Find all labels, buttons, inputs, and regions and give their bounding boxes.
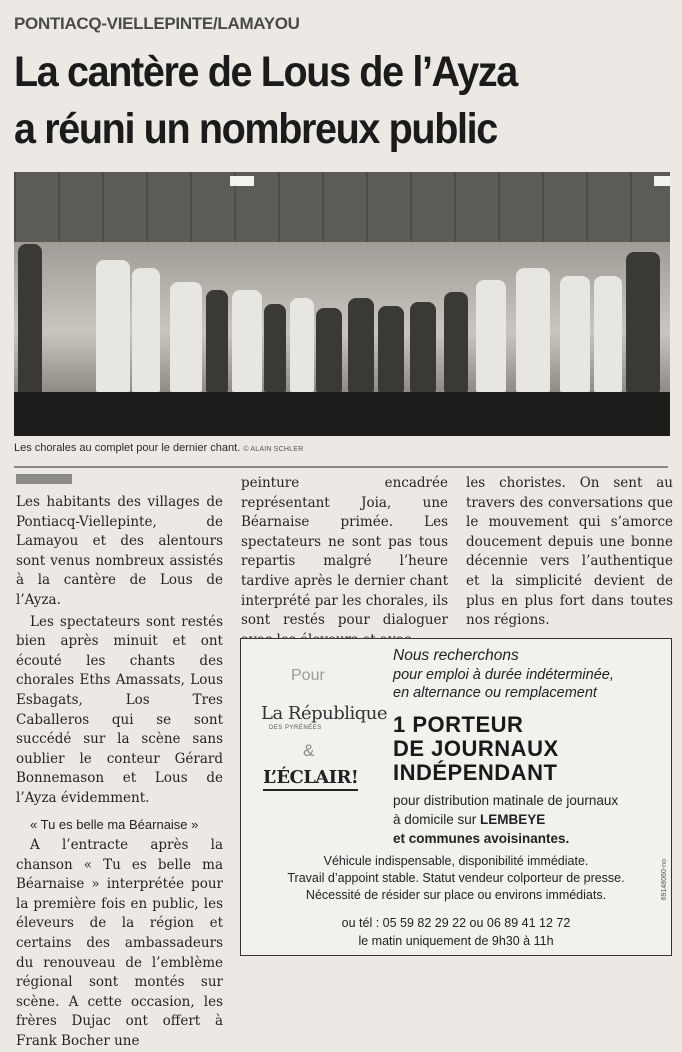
leclair-logo: L’ÉCLAIR! xyxy=(263,767,358,791)
article-paragraph: Les spectateurs sont restés bien après minuit et ont écouté les chants des chorales Eths Amassats, Lous Esbagats, Los Tres Caballeros qui se sont succédé sur la scène sans oublier le conteur Gérard Bonnemason et Lous de l’Ayza évidemment. xyxy=(16,613,223,806)
choir-photo xyxy=(14,172,670,436)
article-paragraph: les choristes. On sent au travers des conversations que le mouvement qui s’amorce doucement depuis une bonne décennie vers l’authentique et la simplicité devient de plus en plus fort dans toutes nos régions. xyxy=(466,475,673,629)
ad-line-1: Nous recherchons xyxy=(393,647,519,664)
caption-text: Les chorales au complet pour le dernier chant. xyxy=(14,442,241,454)
ad-distribution-3: et communes avoisinantes. xyxy=(393,831,570,846)
photo-singer xyxy=(96,260,130,392)
ad-ampersand: & xyxy=(303,741,315,760)
article-subhead: « Tu es belle ma Béarnaise » xyxy=(30,816,199,832)
ad-headline-2: DE JOURNAUX xyxy=(393,736,559,761)
ad-distribution-2-text: à domicile sur xyxy=(393,812,481,827)
photo-singer xyxy=(560,276,590,392)
ad-phone: ou tél : 05 59 82 29 22 ou 06 89 41 12 72 xyxy=(341,916,571,930)
ad-hours: le matin uniquement de 9h30 à 11h xyxy=(358,934,554,948)
photo-singer xyxy=(290,298,314,392)
photo-singer xyxy=(232,290,262,392)
section-tag-marker xyxy=(16,474,72,484)
ad-distribution-1: pour distribution matinale de journaux xyxy=(393,793,619,808)
photo-stage xyxy=(14,392,670,436)
article-paragraph: A l’entracte après la chanson « Tu es belle ma Béarnaise » interprétée pour la première fois en public, les éleveurs de la région et certains des ambassadeurs du renouveau de l’emblème régional sont montés sur scène. A cette occasion, les frères Dujac ont offert à Frank Bocher une xyxy=(16,837,223,1050)
article-column-1 xyxy=(16,493,223,1052)
photo-ceiling xyxy=(14,172,670,242)
ad-location: LEMBEYE xyxy=(480,812,546,827)
ad-requirement-3: Nécessité de résider sur place ou environs immédiats. xyxy=(305,888,607,902)
la-republique-logo: La République xyxy=(261,703,388,724)
ad-line-3: en alternance ou remplacement xyxy=(393,685,597,701)
ad-requirement-2: Travail d’appoint stable. Statut vendeur colporteur de presse. xyxy=(287,871,625,885)
article-headline xyxy=(14,44,621,158)
photo-singer xyxy=(410,302,436,392)
photo-caption xyxy=(14,442,303,454)
photo-singer xyxy=(626,252,660,392)
article-column-3 xyxy=(466,474,673,631)
ad-requirement-1: Véhicule indispensable, disponibilité immédiate. xyxy=(323,854,589,868)
photo-singer xyxy=(444,292,468,392)
photo-singer xyxy=(316,308,342,392)
headline-line-2: a réuni un nombreux public xyxy=(14,105,497,153)
la-republique-logo-subtitle: DES PYRÉNÉES xyxy=(269,725,322,731)
ad-pour-label: Pour xyxy=(291,667,325,684)
job-advertisement xyxy=(240,638,672,956)
article-kicker: PONTIACQ-VIELLEPINTE/LAMAYOU xyxy=(14,14,300,33)
article-column-2 xyxy=(241,474,448,650)
ad-headline-1: 1 PORTEUR xyxy=(393,712,524,737)
photo-singer xyxy=(170,282,202,392)
photo-singer xyxy=(476,280,506,392)
photo-singer xyxy=(264,304,286,392)
ad-headline-3: INDÉPENDANT xyxy=(393,760,558,785)
photo-credit: © ALAIN SCHLER xyxy=(243,446,304,453)
photo-singer xyxy=(594,276,622,392)
photo-ceiling-light xyxy=(230,176,254,186)
article-paragraph: Les habitants des villages de Pontiacq-Viellepinte, de Lamayou et des alentours sont venus nombreux assistés à la cantère de Lous de l’Ayza. xyxy=(16,494,223,608)
ad-line-2: pour emploi à durée indéterminée, xyxy=(393,667,614,683)
headline-line-1: La cantère de Lous de l’Ayza xyxy=(14,48,517,96)
ad-reference-code: 69148060-no xyxy=(661,859,668,901)
photo-singer xyxy=(516,268,550,392)
ad-distribution-2 xyxy=(393,812,545,827)
photo-singer xyxy=(206,290,228,392)
photo-ceiling-light xyxy=(654,176,670,186)
photo-singer xyxy=(132,268,160,392)
photo-singer xyxy=(378,306,404,392)
photo-singer xyxy=(348,298,374,392)
article-paragraph: peinture encadrée représentant Joia, une Béarnaise primée. Les spectateurs ne sont pas tous repartis malgré l’heure tardive après le dernier chant interprété par les chorales, ils sont restés pour dialoguer xyxy=(241,475,448,629)
section-divider xyxy=(14,466,668,468)
photo-singer xyxy=(18,244,42,394)
